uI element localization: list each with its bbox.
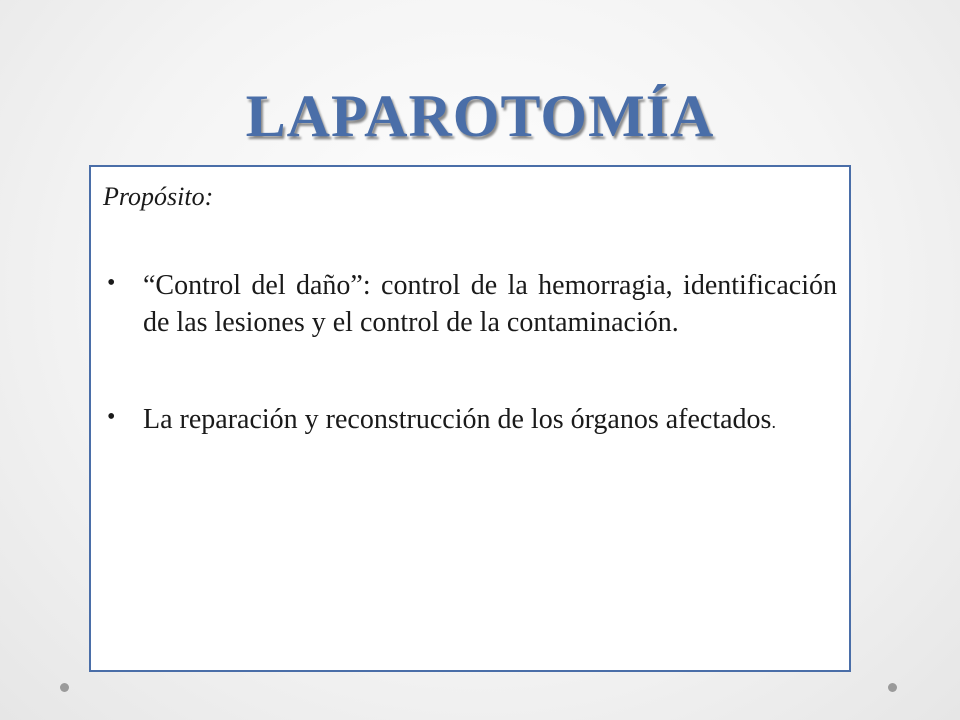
bullet-item bbox=[103, 268, 837, 342]
nav-dot-icon[interactable] bbox=[60, 683, 69, 692]
bullet-dot-icon: • bbox=[107, 270, 116, 297]
nav-dot-icon[interactable] bbox=[888, 683, 897, 692]
slide-subtitle: Propósito: bbox=[103, 182, 214, 211]
bullet-item bbox=[103, 402, 837, 439]
content-box bbox=[89, 165, 851, 672]
bullet-text: La reparación y reconstrucción de los órganos afectados bbox=[143, 404, 772, 436]
slide-title: LAPAROTOMÍA bbox=[245, 83, 715, 149]
bullet-text: “Control del daño”: control de la hemorragia, identificación de las lesiones y el control de la contaminación. bbox=[143, 270, 837, 339]
bullet-list bbox=[103, 268, 837, 439]
bullet-trailing: . bbox=[771, 412, 776, 433]
bullet-dot-icon: • bbox=[107, 404, 116, 431]
